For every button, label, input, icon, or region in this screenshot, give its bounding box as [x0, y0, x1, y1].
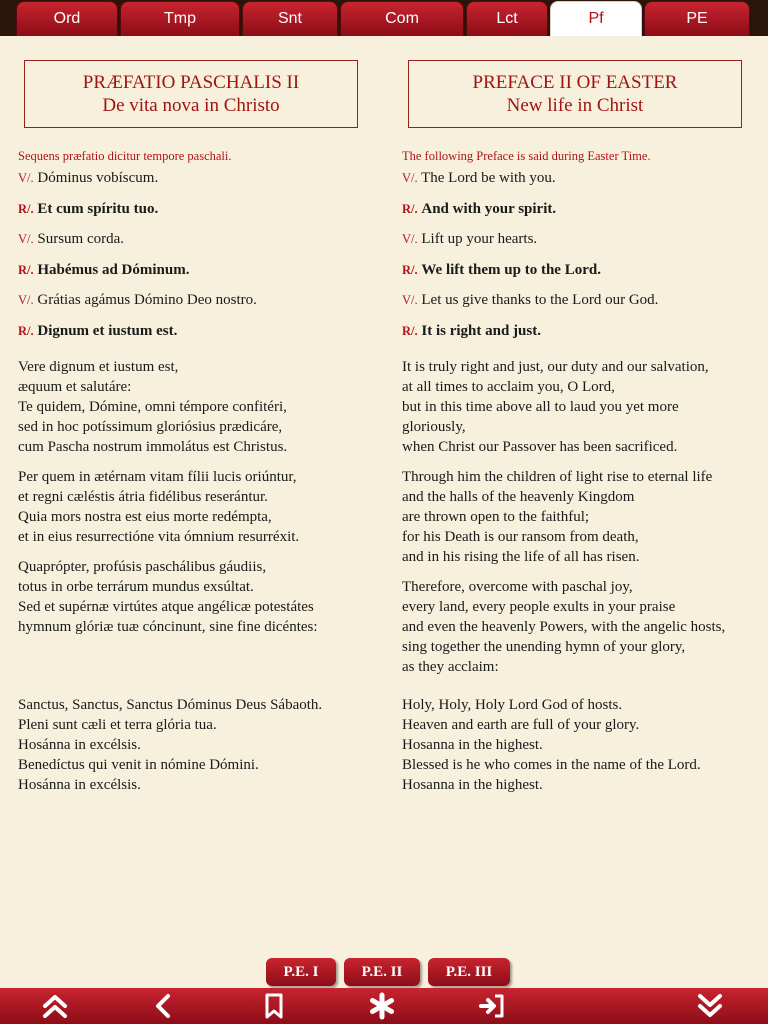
dialogue-line: [402, 168, 766, 199]
sign-in-icon: [478, 992, 506, 1020]
dialogue-text: Habémus ad Dóminum.: [37, 261, 190, 278]
versicle-mark: V/.: [18, 232, 34, 246]
dialogue-text: Dignum et iustum est.: [37, 322, 178, 339]
scroll-bottom-button[interactable]: [692, 990, 728, 1022]
tab-com[interactable]: Com: [340, 1, 464, 36]
tab-tmp[interactable]: Tmp: [120, 1, 240, 36]
scroll-top-button[interactable]: [37, 990, 73, 1022]
dialogue-line: [18, 229, 378, 260]
dialogue-text: It is right and just.: [421, 322, 541, 339]
go-to-button[interactable]: [474, 990, 510, 1022]
versicle-mark: V/.: [402, 171, 418, 185]
preface-selector: [266, 958, 510, 986]
dialogue-text: Grátias agámus Dómino Deo nostro.: [37, 292, 257, 308]
latin-dialogue: [18, 168, 378, 351]
tab-pf[interactable]: Pf: [550, 1, 642, 36]
response-mark: R/.: [402, 262, 418, 277]
dialogue-line: [402, 199, 766, 230]
chevron-left-icon: [150, 992, 178, 1020]
english-sanctus: Holy, Holy, Holy Lord God of hosts. Heaven and earth are full of your glory. Hosanna in the highest. Blessed is he who comes in the name of the Lord. Hosanna in the highest.: [402, 697, 701, 793]
response-mark: R/.: [18, 323, 34, 338]
tab-lct[interactable]: Lct: [466, 1, 548, 36]
tab-ord[interactable]: Ord: [16, 1, 118, 36]
dialogue-text: We lift them up to the Lord.: [421, 261, 601, 278]
english-paragraph-1: It is truly right and just, our duty and our salvation, at all times to acclaim you, O Lord, but in this time above all to laud you yet more gloriously, when Christ our Passover has been sacrificed.: [402, 359, 709, 455]
latin-rubric: Sequens præfatio dicitur tempore paschali.: [18, 149, 232, 163]
dialogue-line: [402, 321, 766, 352]
dialogue-line: [18, 168, 378, 199]
latin-subtitle: De vita nova in Christo: [102, 95, 280, 116]
english-title: PREFACE II OF EASTER: [472, 72, 678, 93]
dialogue-line: [18, 260, 378, 291]
dialogue-line: [18, 290, 378, 321]
english-column: [402, 60, 766, 795]
response-mark: R/.: [402, 323, 418, 338]
english-dialogue: [402, 168, 766, 351]
dialogue-line: [402, 290, 766, 321]
dialogue-text: Let us give thanks to the Lord our God.: [421, 292, 659, 308]
dialogue-line: [18, 321, 378, 352]
dialogue-text: And with your spirit.: [421, 200, 557, 217]
bookmark-button[interactable]: [256, 990, 292, 1022]
latin-paragraph-2: Per quem in ætérnam vitam fílii lucis oriúntur, et regni cæléstis átria fidélibus reserántur. Quia mors nostra est eius morte redémpta, et in eius resurrectióne vita ómnium resurréxit.: [18, 469, 300, 545]
preface-pe-1-button[interactable]: P.E. I: [266, 958, 336, 986]
versicle-mark: V/.: [402, 293, 418, 307]
latin-sanctus: Sanctus, Sanctus, Sanctus Dóminus Deus Sábaoth. Pleni sunt cæli et terra glória tua. Hosánna in excélsis. Benedíctus qui venit in nómine Dómini. Hosánna in excélsis.: [18, 697, 323, 793]
preface-pe-2-button[interactable]: P.E. II: [344, 958, 420, 986]
dialogue-line: [18, 199, 378, 230]
english-rubric: The following Preface is said during Easter Time.: [402, 149, 651, 163]
double-chevron-down-icon: [696, 992, 724, 1020]
response-mark: R/.: [18, 201, 34, 216]
versicle-mark: V/.: [402, 232, 418, 246]
latin-paragraph-1: Vere dignum et iustum est, æquum et salutáre: Te quidem, Dómine, omni témpore confitéri, sed in hoc potíssimum gloriósius prædicáre, cum Pascha nostrum immolátus est Christus.: [18, 359, 288, 455]
dialogue-text: Sursum corda.: [37, 231, 125, 247]
asterisk-icon: [368, 992, 396, 1020]
dialogue-text: Dóminus vobíscum.: [37, 170, 159, 186]
latin-title: PRÆFATIO PASCHALIS II: [82, 72, 300, 93]
bottom-toolbar: [0, 988, 768, 1024]
versicle-mark: V/.: [18, 293, 34, 307]
dialogue-line: [402, 229, 766, 260]
top-tab-bar: [0, 0, 768, 36]
double-chevron-up-icon: [41, 992, 69, 1020]
response-mark: R/.: [18, 262, 34, 277]
dialogue-text: Lift up your hearts.: [421, 231, 538, 247]
dialogue-line: [402, 260, 766, 291]
latin-column: [18, 60, 378, 795]
english-paragraph-2: Through him the children of light rise to eternal life and the halls of the heavenly Kingdom are thrown open to the faithful; for his Death is our ransom from death, and in his rising the life of all has risen.: [402, 469, 713, 565]
versicle-mark: V/.: [18, 171, 34, 185]
dialogue-text: Et cum spíritu tuo.: [37, 200, 159, 217]
tab-snt[interactable]: Snt: [242, 1, 338, 36]
response-mark: R/.: [402, 201, 418, 216]
asterisk-button[interactable]: [364, 990, 400, 1022]
english-subtitle: New life in Christ: [506, 95, 644, 116]
back-button[interactable]: [146, 990, 182, 1022]
tab-pe[interactable]: PE: [644, 1, 750, 36]
latin-title-box: [24, 60, 358, 128]
latin-paragraph-3: Quaprópter, profúsis paschálibus gáudiis, totus in orbe terrárum mundus exsúltat. Sed et supérnæ virtútes atque angélicæ potestátes hymnum glóriæ tuæ cóncinunt, sine fine dicéntes:: [18, 559, 318, 635]
preface-pe-3-button[interactable]: P.E. III: [428, 958, 510, 986]
dialogue-text: The Lord be with you.: [421, 170, 556, 186]
english-title-box: [408, 60, 742, 128]
bookmark-icon: [260, 992, 288, 1020]
english-paragraph-3: Therefore, overcome with paschal joy, every land, every people exults in your praise and even the heavenly Powers, with the angelic hosts, sing together the unending hymn of your glory, as they acclaim:: [402, 579, 726, 675]
